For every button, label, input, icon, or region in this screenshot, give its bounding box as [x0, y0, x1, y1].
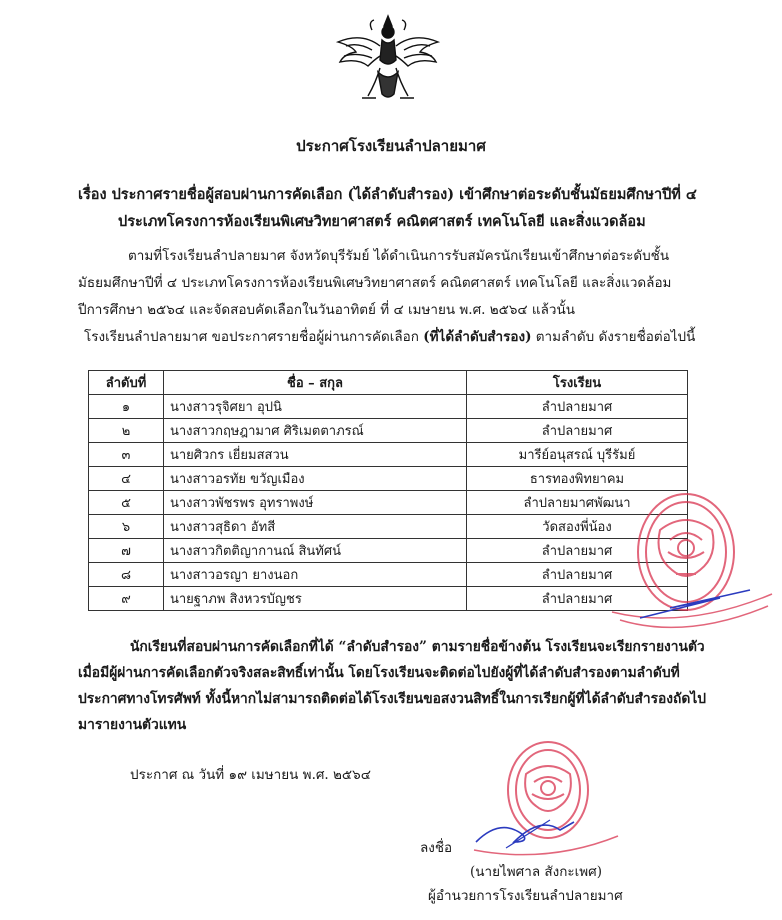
subject-line-2: ประเภทโครงการห้องเรียนพิเศษวิทยาศาสตร์ คณิตศาสตร์ เทคโนโลยี และสิ่งแวดล้อม — [118, 213, 646, 230]
row-number: ๔ — [89, 467, 164, 491]
table-header-row — [89, 371, 688, 395]
table-row — [89, 515, 688, 539]
signer-name: (นายไพศาล สังกะเพศ) — [470, 864, 602, 880]
row-name: นางสาวพัชรพร อุทราพงษ์ — [164, 491, 467, 515]
table-row — [89, 395, 688, 419]
body-line-4 — [84, 325, 695, 347]
body-line-4-post: ตามลำดับ ดังรายชื่อต่อไปนี้ — [531, 329, 696, 345]
school-seal-stamp-icon — [600, 490, 776, 640]
row-name: นายฐาภพ สิงหวรบัญชร — [164, 587, 467, 611]
row-school: ลำปลายมาศ — [467, 395, 688, 419]
table-row — [89, 491, 688, 515]
garuda-emblem-icon — [332, 12, 444, 104]
table-row — [89, 539, 688, 563]
row-number: ๒ — [89, 419, 164, 443]
row-name: นางสาวรุจิศยา อุปนิ — [164, 395, 467, 419]
row-number: ๑ — [89, 395, 164, 419]
row-school: ธารทองพิทยาคม — [467, 467, 688, 491]
row-name: นายศิวกร เยี่ยมสสวน — [164, 443, 467, 467]
row-school: วัดสองพี่น้อง — [467, 515, 688, 539]
announce-date: ประกาศ ณ วันที่ ๑๙ เมษายน พ.ศ. ๒๕๖๔ — [130, 767, 371, 783]
body-line-4-bold: (ที่ได้ลำดับสำรอง) — [423, 329, 532, 345]
row-name: นางสาวอรญา ยางนอก — [164, 563, 467, 587]
note-line-4: มารายงานตัวแทน — [78, 717, 187, 733]
row-name: นางสาวสุธิดา อัทสี — [164, 515, 467, 539]
row-number: ๓ — [89, 443, 164, 467]
signature-label: ลงชื่อ — [420, 840, 453, 856]
header-name: ชื่อ – สกุล — [164, 371, 467, 395]
row-school: ลำปลายมาศ — [467, 539, 688, 563]
row-school: ลำปลายมาศ — [467, 587, 688, 611]
table-row — [89, 587, 688, 611]
row-name: นางสาวกฤษฎามาศ ศิริเมตตาภรณ์ — [164, 419, 467, 443]
table-row — [89, 563, 688, 587]
note-line-2: เมื่อมีผู้ผ่านการคัดเลือกตัวจริงสละสิทธิ์เท่านั้น โดยโรงเรียนจะติดต่อไปยังผู้ที่ได้ลำดับสำรองตามลำดับที่ — [78, 665, 680, 681]
signer-position: ผู้อำนวยการโรงเรียนลำปลายมาศ — [428, 888, 623, 904]
body-line-1: ตามที่โรงเรียนลำปลายมาศ จังหวัดบุรีรัมย์ ได้ดำเนินการรับสมัครนักเรียนเข้าศึกษาต่อระดับชั้น — [128, 248, 670, 264]
row-number: ๖ — [89, 515, 164, 539]
row-number: ๘ — [89, 563, 164, 587]
body-line-2: มัธยมศึกษาปีที่ ๔ ประเภทโครงการห้องเรียนพิเศษวิทยาศาสตร์ คณิตศาสตร์ เทคโนโลยี และสิ่งแวดล้อม — [78, 275, 672, 291]
row-number: ๙ — [89, 587, 164, 611]
announcement-title: ประกาศโรงเรียนลำปลายมาศ — [296, 137, 486, 155]
row-school: ลำปลายมาศพัฒนา — [467, 491, 688, 515]
note-line-1: นักเรียนที่สอบผ่านการคัดเลือกที่ได้ “ลำดับสำรอง” ตามรายชื่อข้างต้น โรงเรียนจะเรียกรายงานตัว — [130, 639, 705, 655]
subject-line-1: เรื่อง ประกาศรายชื่อผู้สอบผ่านการคัดเลือก (ได้ลำดับสำรอง) เข้าศึกษาต่อระดับชั้นมัธยมศึกษาปีที่ ๔ — [78, 186, 697, 203]
table-row — [89, 443, 688, 467]
row-number: ๕ — [89, 491, 164, 515]
row-name: นางสาวกิตติญากานณ์ สินทัศน์ — [164, 539, 467, 563]
row-number: ๗ — [89, 539, 164, 563]
row-school: ลำปลายมาศ — [467, 419, 688, 443]
row-school: มารีย์อนุสรณ์ บุรีรัมย์ — [467, 443, 688, 467]
row-school: ลำปลายมาศ — [467, 563, 688, 587]
body-line-4-pre: โรงเรียนลำปลายมาศ ขอประกาศรายชื่อผู้ผ่านการคัดเลือก — [84, 329, 424, 345]
header-number: ลำดับที่ — [89, 371, 164, 395]
body-line-3: ปีการศึกษา ๒๕๖๔ และจัดสอบคัดเลือกในวันอาทิตย์ ที่ ๔ เมษายน พ.ศ. ๒๕๖๔ แล้วนั้น — [78, 302, 575, 318]
signature-scribble-icon — [470, 812, 580, 852]
header-school: โรงเรียน — [467, 371, 688, 395]
reserve-list-table — [88, 370, 688, 611]
table-row — [89, 419, 688, 443]
row-name: นางสาวอรทัย ขวัญเมือง — [164, 467, 467, 491]
table-row — [89, 467, 688, 491]
note-line-3: ประกาศทางโทรศัพท์ ทั้งนี้หากไม่สามารถติดต่อได้โรงเรียนขอสงวนสิทธิ์ในการเรียกผู้ที่ได้ลำดับสำรองถัดไป — [78, 691, 707, 707]
